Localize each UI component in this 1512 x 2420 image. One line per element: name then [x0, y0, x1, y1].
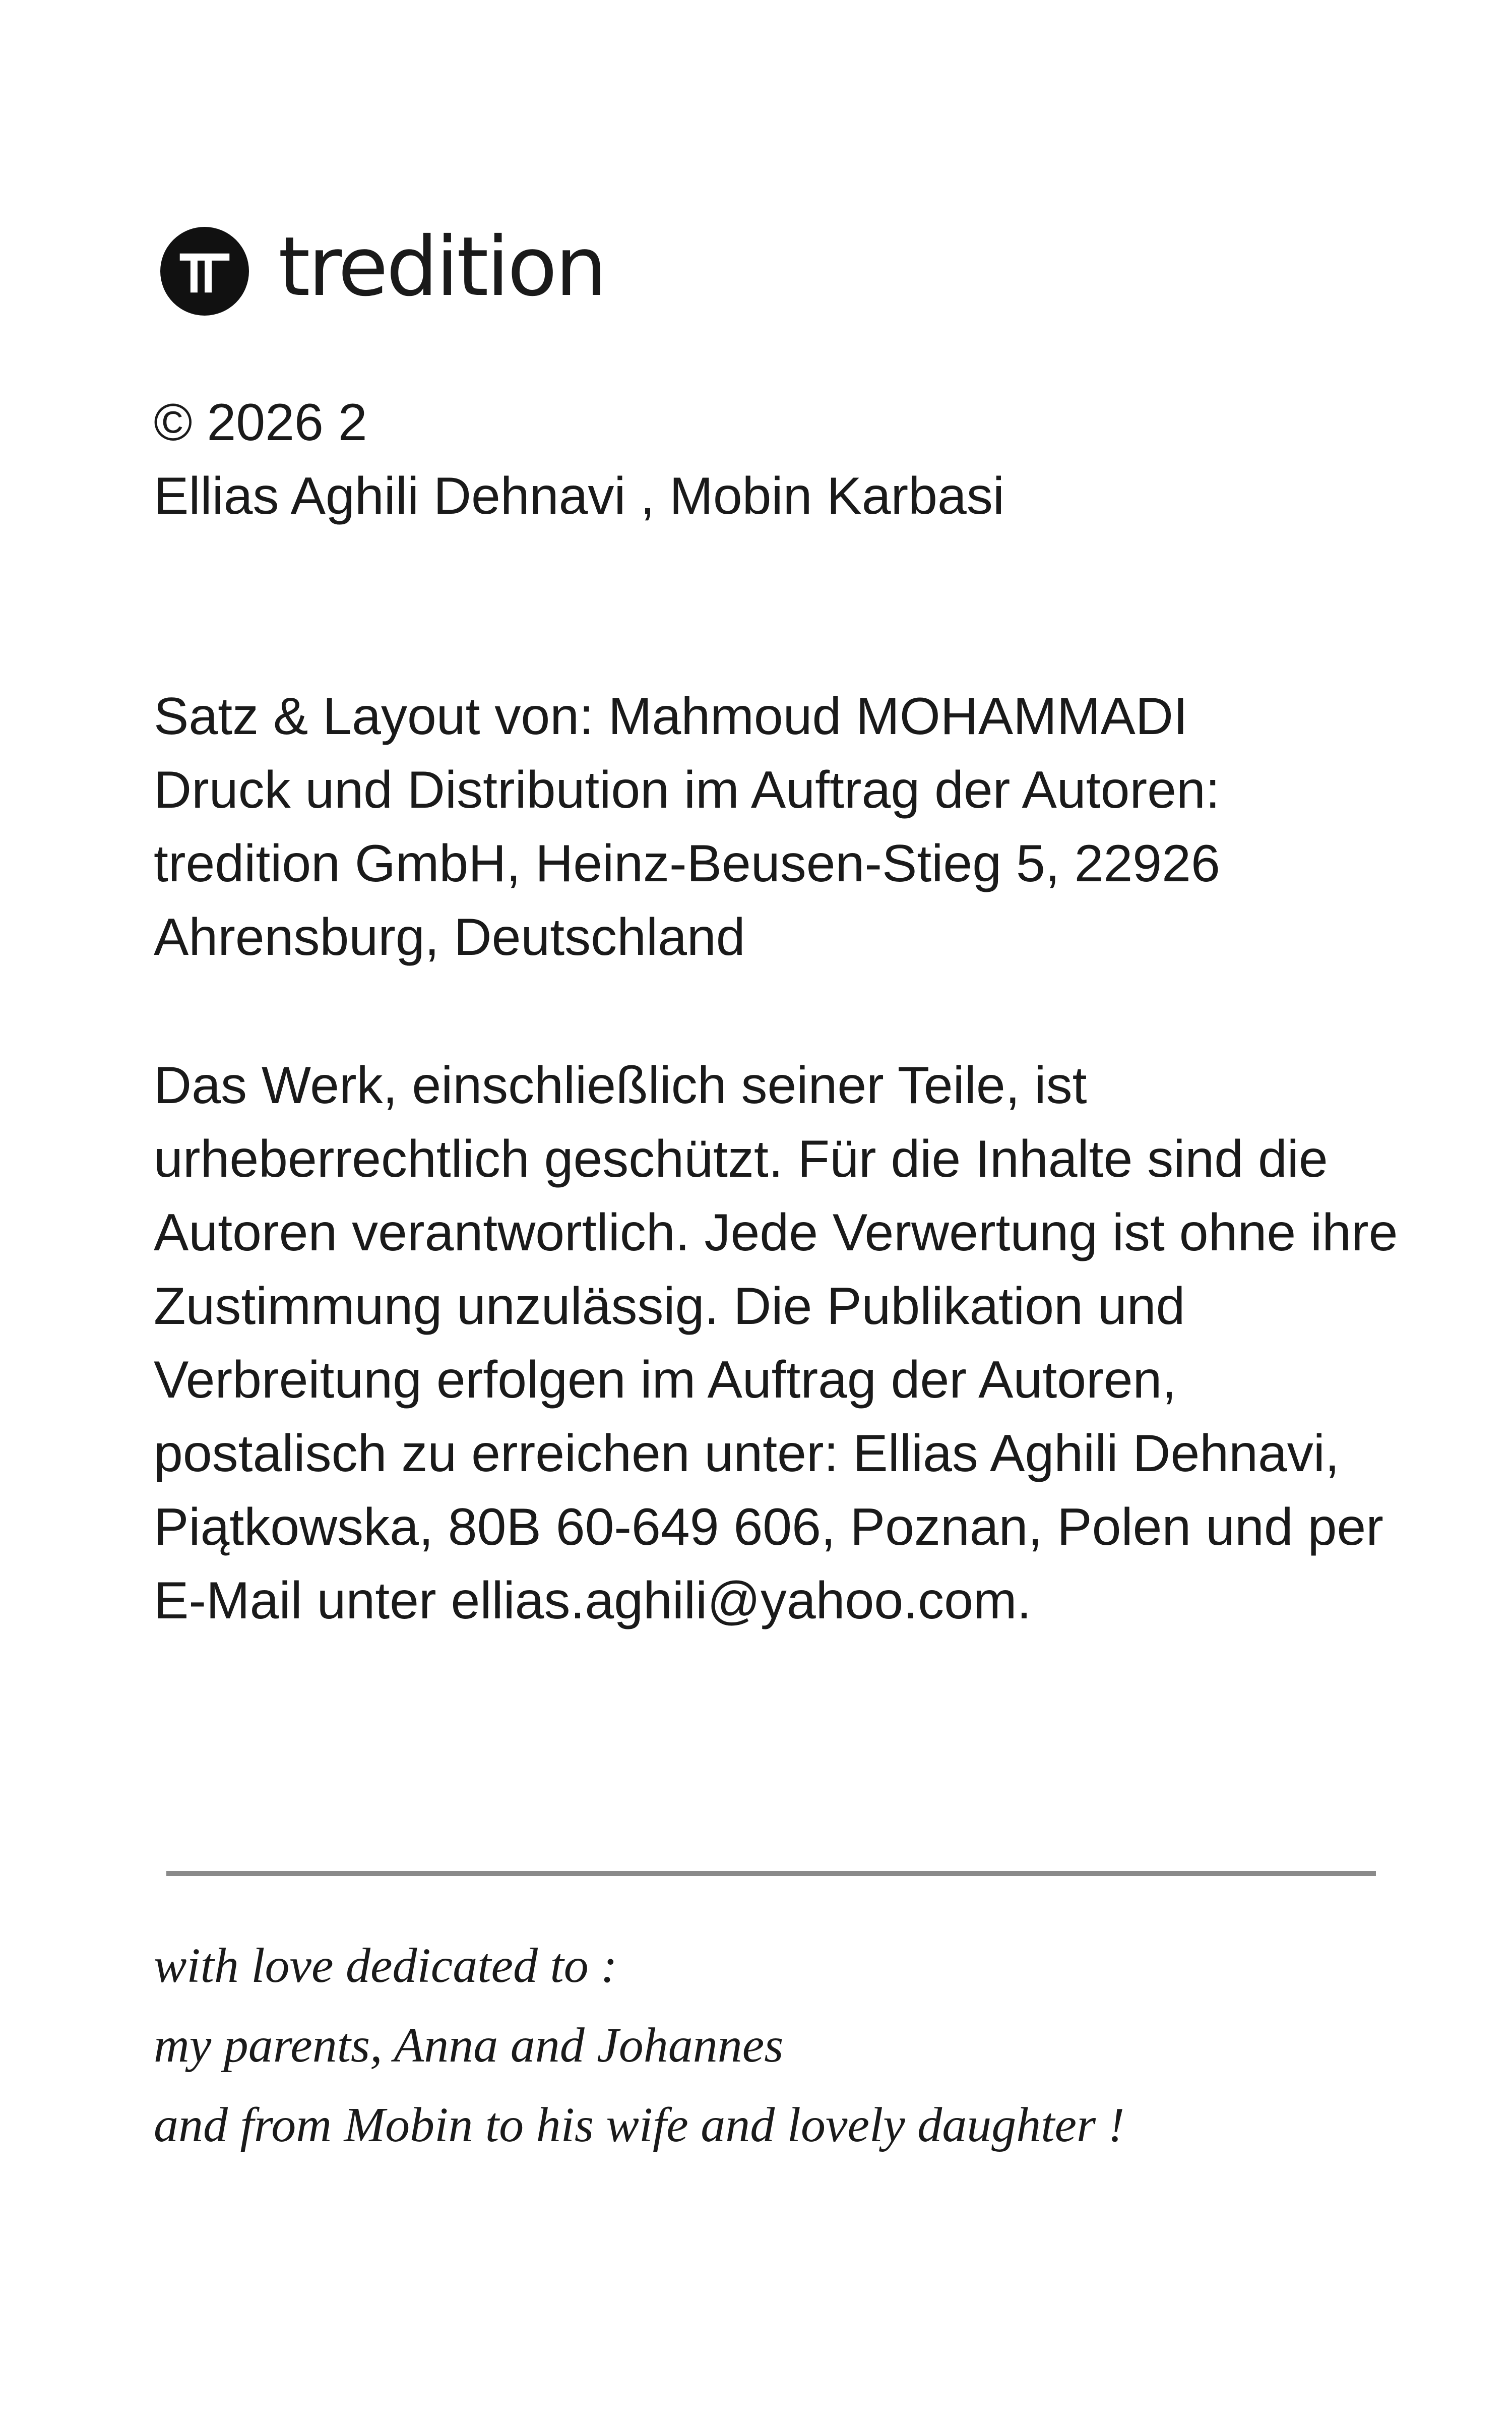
imprint-line: Satz & Layout von: Mahmoud MOHAMMADI: [154, 687, 1188, 746]
publisher-logo: [160, 220, 605, 316]
legal-notice: [154, 1049, 1398, 1638]
copyright-notice: [154, 386, 1389, 533]
dedication-line: my parents, Anna and Johannes: [154, 2018, 784, 2073]
legal-line: Zustimmung unzulässig. Die Publikation und: [154, 1277, 1185, 1336]
imprint-block: [154, 680, 1389, 974]
imprint-line: Ahrensburg, Deutschland: [154, 908, 745, 966]
legal-line: postalisch zu erreichen unter: Ellias Aghili Dehnavi,: [154, 1424, 1340, 1483]
publisher-wordmark: tredition: [278, 220, 605, 315]
legal-line: Autoren verantwortlich. Jede Verwertung ist ohne ihre: [154, 1203, 1398, 1262]
copyright-authors: Ellias Aghili Dehnavi , Mobin Karbasi: [154, 467, 1004, 525]
tredition-logo-icon: [160, 227, 249, 316]
legal-line: Verbreitung erfolgen im Auftrag der Autoren,: [154, 1351, 1177, 1409]
imprint-line: Druck und Distribution im Auftrag der Autoren:: [154, 761, 1220, 819]
copyright-year: © 2026 2: [154, 393, 367, 452]
legal-line: Piątkowska, 80B 60-649 606, Poznan, Polen und per: [154, 1498, 1383, 1556]
legal-line: Das Werk, einschließlich seiner Teile, ist: [154, 1056, 1087, 1115]
legal-line: E-Mail unter ellias.aghili@yahoo.com.: [154, 1571, 1032, 1630]
imprint-line: tredition GmbH, Heinz-Beusen-Stieg 5, 22926: [154, 834, 1220, 893]
dedication-line: and from Mobin to his wife and lovely daughter !: [154, 2098, 1125, 2152]
dedication: [154, 1926, 1124, 2165]
legal-line: urheberrechtlich geschützt. Für die Inhalte sind die: [154, 1130, 1328, 1188]
section-divider: [166, 1871, 1376, 1876]
dedication-line: with love dedicated to :: [154, 1939, 617, 1993]
